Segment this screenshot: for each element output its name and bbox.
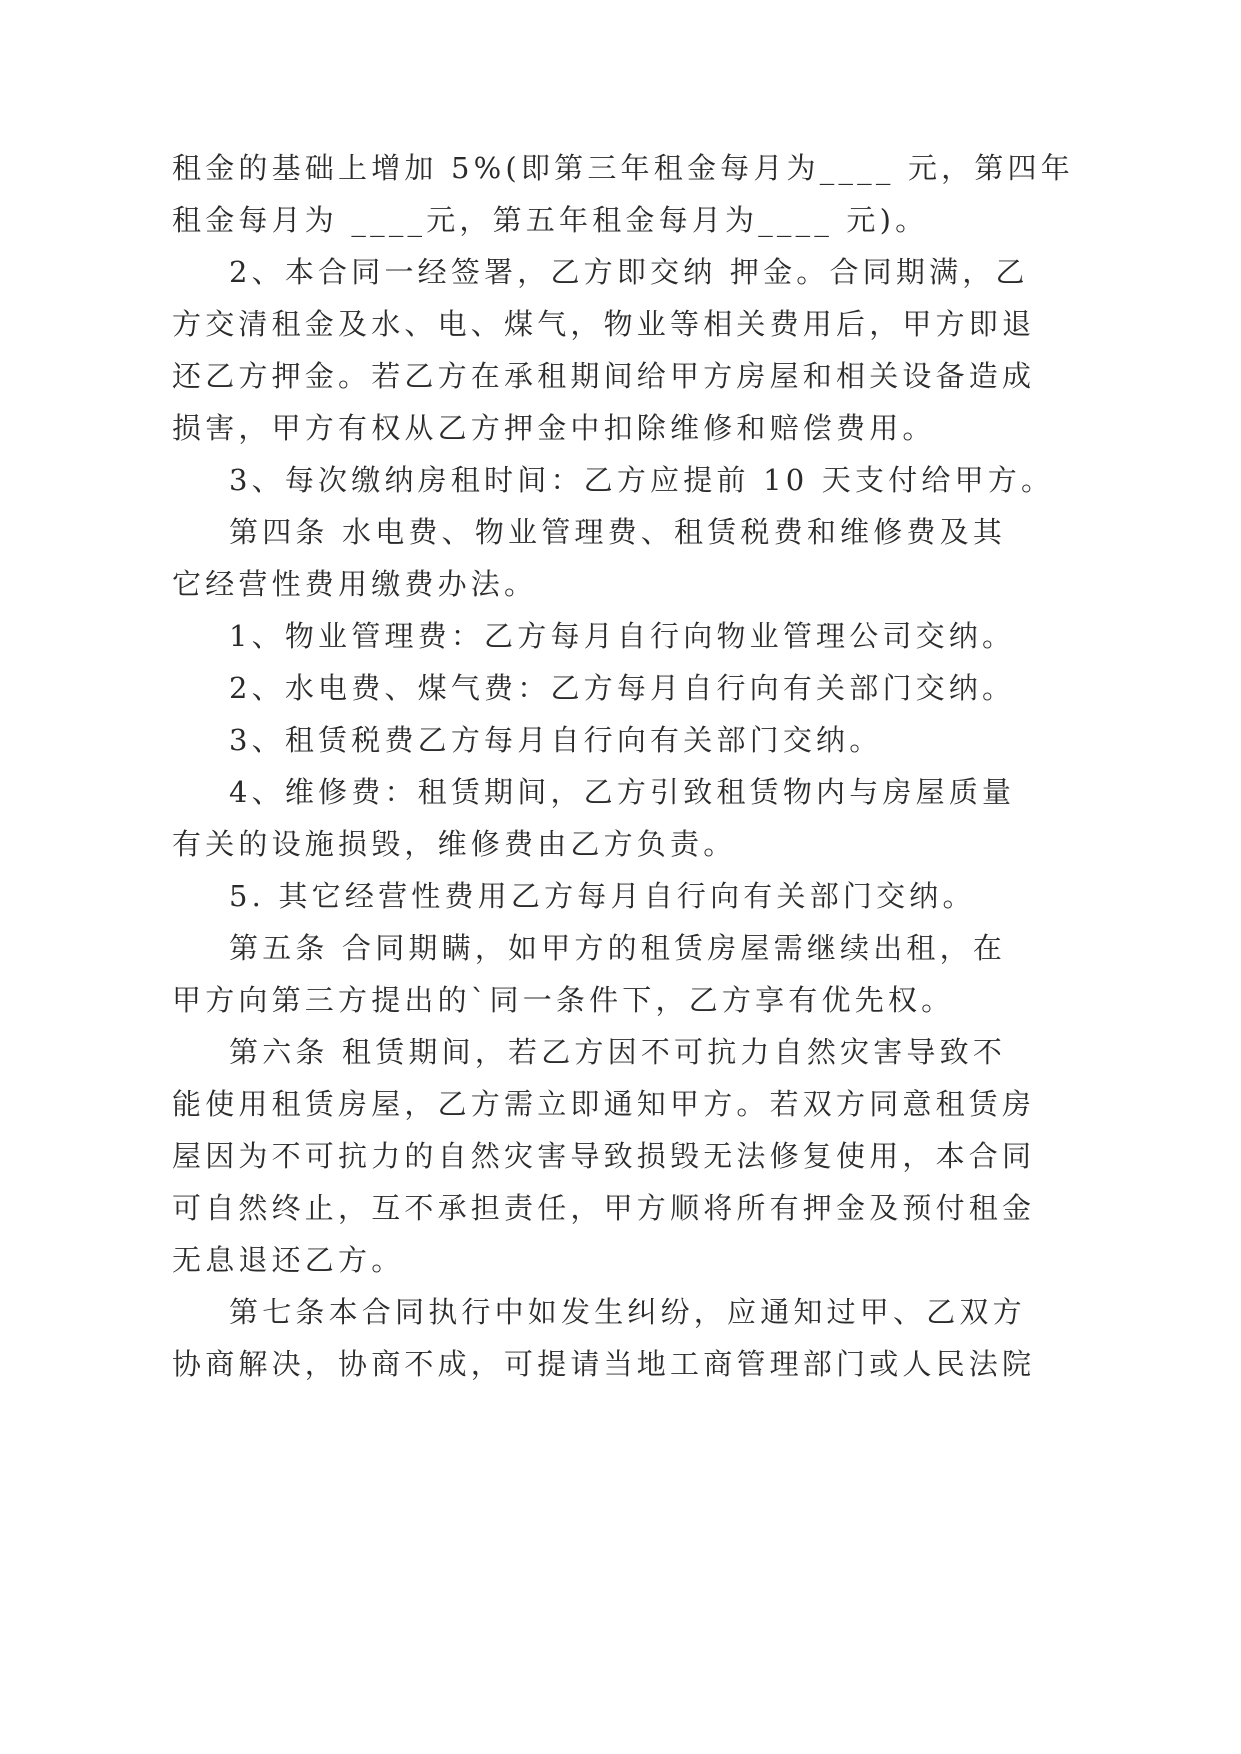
text-line: 4、维修费：租赁期间，乙方引致租赁物内与房屋质量 — [229, 775, 1016, 809]
text-line: 还乙方押金。若乙方在承租期间给甲方房屋和相关设备造成 — [172, 359, 1036, 393]
text-line: 1、物业管理费：乙方每月自行向物业管理公司交纳。 — [229, 619, 1016, 653]
text-line: 方交清租金及水、电、煤气，物业等相关费用后，甲方即退 — [172, 307, 1036, 341]
text-line: 能使用租赁房屋，乙方需立即通知甲方。若双方同意租赁房 — [172, 1087, 1036, 1121]
text-line: 第七条本合同执行中如发生纠纷，应通知过甲、乙双方 — [229, 1295, 1026, 1329]
text-line: 它经营性费用缴费办法。 — [172, 567, 538, 601]
text-line: 2、水电费、煤气费：乙方每月自行向有关部门交纳。 — [229, 671, 1016, 705]
text-line: 3、租赁税费乙方每月自行向有关部门交纳。 — [229, 723, 883, 757]
text-line: 第六条 租赁期间，若乙方因不可抗力自然灾害导致不 — [229, 1035, 1007, 1069]
text-line: 第五条 合同期瞒，如甲方的租赁房屋需继续出租，在 — [229, 931, 1007, 965]
text-line: 甲方向第三方提出的`同一条件下，乙方享有优先权。 — [172, 983, 955, 1017]
text-line: 协商解决，协商不成，可提请当地工商管理部门或人民法院 — [172, 1347, 1036, 1381]
text-line: 租金每月为 ____元，第五年租金每月为____ 元)。 — [172, 203, 929, 237]
text-line: 损害，甲方有权从乙方押金中扣除维修和赔偿费用。 — [172, 411, 936, 445]
text-line: 屋因为不可抗力的自然灾害导致损毁无法修复使用，本合同 — [172, 1139, 1036, 1173]
text-line: 无息退还乙方。 — [172, 1243, 405, 1277]
text-line: 5. 其它经营性费用乙方每月自行向有关部门交纳。 — [229, 879, 976, 913]
text-line: 可自然终止，互不承担责任，甲方顺将所有押金及预付租金 — [172, 1191, 1036, 1225]
text-line: 第四条 水电费、物业管理费、租赁税费和维修费及其 — [229, 515, 1007, 549]
text-line: 2、本合同一经签署，乙方即交纳 押金。合同期满，乙 — [229, 255, 1029, 289]
text-line: 租金的基础上增加 5%(即第三年租金每月为____ 元，第四年 — [172, 151, 1074, 185]
text-line: 有关的设施损毁，维修费由乙方负责。 — [172, 827, 737, 861]
text-line: 3、每次缴纳房租时间：乙方应提前 10 天支付给甲方。 — [229, 463, 1055, 497]
